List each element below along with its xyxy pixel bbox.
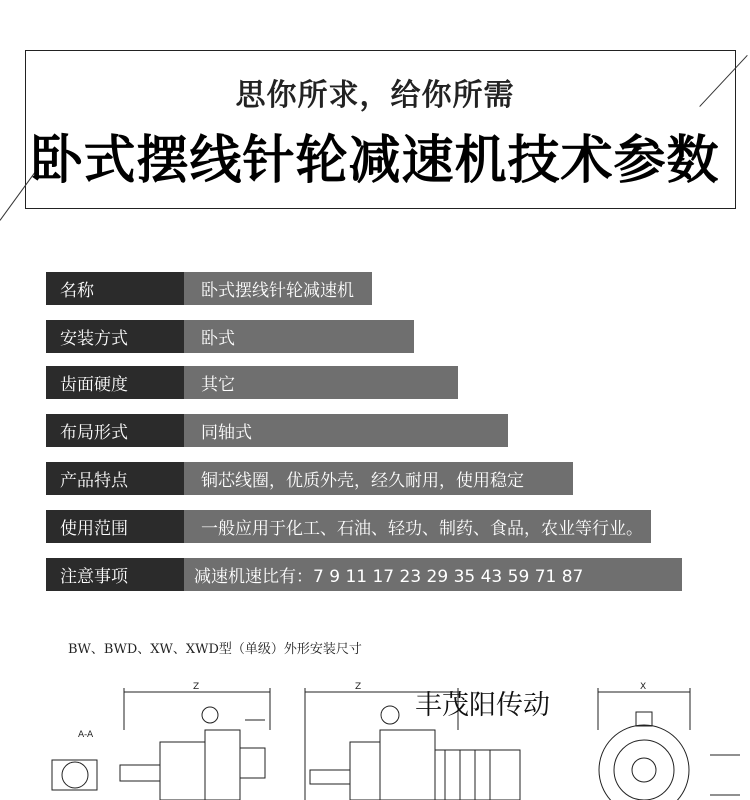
param-row-notes: [46, 558, 682, 591]
param-value: 卧式: [184, 320, 414, 353]
param-value: 其它: [184, 366, 458, 399]
dim-label-z2: Z: [355, 682, 362, 692]
param-label: 产品特点: [46, 462, 184, 495]
drawing-title: BW、BWD、XW、XWD型（单级）外形安装尺寸: [68, 642, 362, 657]
param-value: 一般应用于化工、石油、轻功、制药、食品，农业等行业。: [184, 510, 651, 543]
dimension-drawing: [0, 660, 750, 800]
end-view-circle: [599, 725, 689, 800]
dim-label-x: X: [640, 682, 647, 692]
section-label: A-A: [78, 730, 94, 740]
param-label: 齿面硬度: [46, 366, 184, 399]
param-row-usage: [46, 510, 651, 543]
watermark: 丰茂阳传动: [415, 690, 550, 721]
param-value: 减速机速比有：7 9 11 17 23 29 35 43 59 71 87: [184, 558, 682, 591]
shaft-section: [52, 760, 97, 790]
param-label: 名称: [46, 272, 184, 305]
param-label: 注意事项: [46, 558, 184, 591]
param-value: 铜芯线圈，优质外壳，经久耐用，使用稳定: [184, 462, 573, 495]
param-value: 同轴式: [184, 414, 508, 447]
param-row-features: [46, 462, 573, 495]
param-row-install: [46, 320, 414, 353]
slogan: 思你所求，给你所需: [235, 78, 515, 113]
param-label: 安装方式: [46, 320, 184, 353]
param-row-hardness: [46, 366, 458, 399]
param-label: 使用范围: [46, 510, 184, 543]
page-title: 卧式摆线针轮减速机技术参数: [30, 131, 720, 191]
param-row-name: [46, 272, 372, 305]
param-label: 布局形式: [46, 414, 184, 447]
param-value: 卧式摆线针轮减速机: [184, 272, 372, 305]
dim-label-z1: Z: [193, 682, 200, 692]
param-row-layout: [46, 414, 508, 447]
